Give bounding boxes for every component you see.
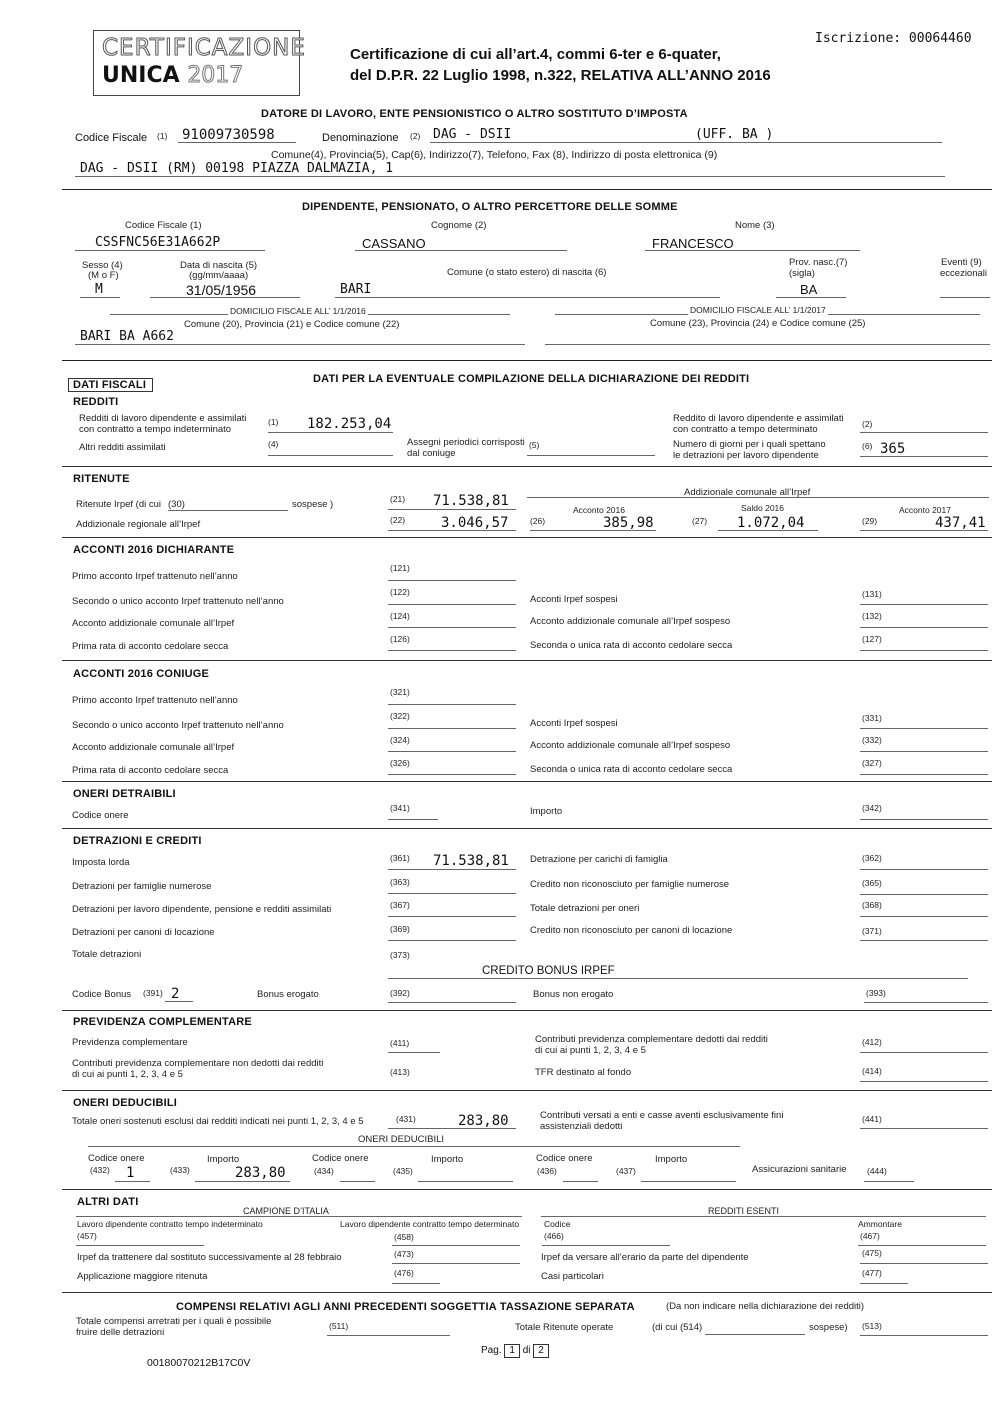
r4-num: (4): [268, 439, 279, 449]
r5-label1: Assegni periodici corrisposti: [407, 437, 525, 448]
dip-nascita-label2: (gg/mm/aaaa): [189, 270, 249, 281]
n121: (121): [390, 563, 410, 573]
compensi-l1b: fruire delle detrazioni: [76, 1327, 165, 1338]
dom2016-value: BARI BA A662: [80, 329, 174, 344]
acc-con-r3: Seconda o unica rata di acconto cedolare secca: [530, 764, 733, 775]
n434: (434): [314, 1166, 334, 1176]
n327: (327): [862, 758, 882, 768]
irpef-tratt-label: Irpef da trattenere dal sostituto successivamente al 28 febbraio: [77, 1252, 342, 1263]
certificazione-unica-logo: [93, 30, 306, 96]
document-title: [350, 44, 771, 86]
n361: (361): [390, 853, 410, 863]
acc-con-l1: Primo acconto Irpef trattenuto nell’anno: [72, 695, 238, 706]
add-com-label: Addizionale comunale all’Irpef: [684, 487, 811, 498]
n27: (27): [692, 516, 708, 526]
tot-rit-label: Totale Ritenute operate: [515, 1322, 614, 1333]
n458: (458): [394, 1232, 414, 1242]
n21: (21): [390, 494, 406, 504]
datore-addr-label: Comune(4), Provincia(5), Cap(6), Indirizzo(7), Telefono, Fax (8), Indirizzo di posta elettronica (9): [271, 149, 718, 161]
r1-label1: Redditi di lavoro dipendente e assimilati: [79, 413, 247, 424]
compensi-title: COMPENSI RELATIVI AGLI ANNI PRECEDENTI SOGGETTIA TASSAZIONE SEPARATA: [176, 1301, 635, 1313]
dipendente-section-title: DIPENDENTE, PENSIONATO, O ALTRO PERCETTORE DELLE SOMME: [302, 201, 678, 213]
n126: (126): [390, 634, 410, 644]
title-line2: del D.P.R. 22 Luglio 1998, n.322, RELATIVA ALL’ANNO 2016: [350, 67, 771, 84]
n324: (324): [390, 735, 410, 745]
acc-con-l4: Prima rata di acconto cedolare secca: [72, 765, 229, 776]
acc2016-label: Acconto 2016: [573, 505, 625, 515]
oneri-ded-title: ONERI DEDUCIBILI: [73, 1097, 178, 1109]
datore-cf-value: 91009730598: [182, 127, 275, 143]
acc-dich-r2: Acconto addizionale comunale all’Irpef sospeso: [530, 616, 731, 627]
n414: (414): [862, 1066, 882, 1076]
codice-bonus-label: Codice Bonus: [72, 989, 132, 1000]
ammontare-label: Ammontare: [858, 1219, 902, 1229]
acc-dich-l1: Primo acconto Irpef trattenuto nell’anno: [72, 571, 238, 582]
altri-title: ALTRI DATI: [77, 1196, 139, 1208]
r1-value: 182.253,04: [307, 416, 392, 432]
n411: (411): [390, 1038, 410, 1048]
dip-sesso-label1: Sesso (4): [82, 260, 123, 271]
n367: (367): [390, 900, 410, 910]
n457: (457): [77, 1231, 97, 1241]
n326: (326): [390, 758, 410, 768]
detrazioni-title: DETRAZIONI E CREDITI: [73, 835, 202, 847]
n122: (122): [390, 587, 410, 597]
dom2017-label: DOMICILIO FISCALE ALL’ 1/1/2017: [690, 305, 826, 315]
oneri-ded-r1b: assistenziali dedotti: [540, 1121, 623, 1132]
r2-label1: Reddito di lavoro dipendente e assimilati: [673, 413, 844, 424]
importo-label: Importo: [530, 806, 563, 817]
n373: (373): [390, 950, 410, 960]
dom2016-label: DOMICILIO FISCALE ALL’ 1/1/2016: [230, 306, 366, 316]
dip-nome-label: Nome (3): [735, 220, 775, 231]
detr-fam-num-label: Detrazioni per famiglie numerose: [72, 881, 212, 892]
oneri-ded-l1: Totale oneri sostenuti esclusi dai redditi indicati nei punti 1, 2, 3, 4 e 5: [72, 1116, 364, 1127]
logo-line2-bold: UNICA: [102, 63, 180, 88]
credito-canoni-label: Credito non riconosciuto per canoni di locazione: [530, 925, 733, 936]
dip-nascita-label1: Data di nascita (5): [180, 260, 258, 271]
datore-den-label: Denominazione: [322, 132, 399, 144]
prev-r1a: Contributi previdenza complementare dedotti dai redditi: [535, 1034, 768, 1045]
n332: (332): [862, 735, 882, 745]
dip-sesso-value: M: [95, 282, 103, 297]
dom2016-sub: Comune (20), Provincia (21) e Codice comune (22): [184, 319, 400, 330]
prev-r1b: di cui ai punti 1, 2, 3, 4 e 5: [535, 1045, 646, 1056]
n473: (473): [394, 1249, 414, 1259]
n132: (132): [862, 611, 882, 621]
lav-indet-label: Lavoro dipendente contratto tempo indeterminato: [77, 1219, 263, 1229]
ritenute-irpef-label-b: (30): [168, 499, 185, 510]
dip-eventi-label1: Eventi (9): [941, 257, 982, 268]
oneri-detr-title: ONERI DETRAIBILI: [73, 788, 176, 800]
ritenute-irpef-label-a: Ritenute Irpef (di cui: [76, 499, 162, 510]
v433: 283,80: [235, 1165, 286, 1181]
prev-l1: Previdenza complementare: [72, 1037, 188, 1048]
v391: 2: [171, 986, 180, 1002]
previdenza-title: PREVIDENZA COMPLEMENTARE: [73, 1016, 252, 1028]
totale-detr-label: Totale detrazioni: [72, 949, 142, 960]
codice-onere-1: Codice onere: [88, 1153, 145, 1164]
datore-den-value2: (UFF. BA ): [695, 127, 774, 142]
fiscali-title: DATI PER LA EVENTUALE COMPILAZIONE DELLA DICHIARAZIONE DEI REDDITI: [313, 373, 750, 385]
r6-value: 365: [880, 441, 906, 457]
r6-label2: le detrazioni per lavoro dipendente: [673, 450, 819, 461]
dip-prov-value: BA: [800, 282, 818, 297]
acc2017-label: Acconto 2017: [899, 505, 951, 515]
acc-dich-l3: Acconto addizionale comunale all’Irpef: [72, 618, 235, 629]
n331: (331): [862, 713, 882, 723]
esenti-label: REDDITI ESENTI: [708, 1206, 780, 1216]
v361: 71.538,81: [433, 853, 509, 869]
n26: (26): [530, 516, 546, 526]
irpef-vers-label: Irpef da versare all’erario da parte del dipendente: [541, 1252, 749, 1263]
codice-onere-3: Codice onere: [536, 1153, 593, 1164]
n436: (436): [537, 1166, 557, 1176]
n29: (29): [862, 516, 878, 526]
r2-label2: con contratto a tempo determinato: [673, 424, 818, 435]
imposta-lorda-label: Imposta lorda: [72, 857, 130, 868]
datore-den-num: (2): [410, 131, 421, 141]
v26: 385,98: [603, 515, 654, 531]
compensi-note: (Da non indicare nella dichiarazione dei redditi): [666, 1301, 865, 1312]
redditi-title: REDDITI: [73, 396, 119, 408]
n467: (467): [860, 1231, 880, 1241]
n441: (441): [862, 1114, 882, 1124]
bonus-non-erogato-label: Bonus non erogato: [533, 989, 614, 1000]
acc-dich-r3: Seconda o unica rata di acconto cedolare secca: [530, 640, 733, 651]
n321: (321): [390, 687, 410, 697]
codice-esenti-label: Codice: [544, 1219, 571, 1229]
dip-comune-nascita-value: BARI: [340, 282, 372, 297]
lav-det-label: Lavoro dipendente contratto tempo determinato: [340, 1219, 520, 1229]
oneri-ded-r1a: Contributi versati a enti e casse aventi esclusivamente fini: [540, 1110, 784, 1121]
add-reg-label: Addizionale regionale all’Irpef: [76, 519, 201, 530]
importo-2: Importo: [431, 1154, 464, 1165]
n371: (371): [862, 926, 882, 936]
dip-nascita-value: 31/05/1956: [186, 282, 257, 298]
n466: (466): [544, 1231, 564, 1241]
n368: (368): [862, 900, 882, 910]
campione-label: CAMPIONE D’ITALIA: [243, 1206, 329, 1216]
r1-label2: con contratto a tempo indeterminato: [79, 424, 232, 435]
importo-1: Importo: [207, 1154, 240, 1165]
dip-cognome-value: CASSANO: [362, 236, 426, 251]
importo-3: Importo: [655, 1154, 688, 1165]
n362: (362): [862, 853, 882, 863]
n342: (342): [862, 803, 882, 813]
sospese-label: sospese): [809, 1322, 848, 1333]
detr-lav-dip-label: Detrazioni per lavoro dipendente, pensione e redditi assimilati: [72, 904, 332, 915]
n431: (431): [396, 1114, 416, 1124]
bonus-erogato-label: Bonus erogato: [257, 989, 319, 1000]
assic-label: Assicurazioni sanitarie: [752, 1164, 847, 1175]
bonus-title: CREDITO BONUS IRPEF: [482, 965, 615, 977]
dom2017-sub: Comune (23), Provincia (24) e Codice comune (25): [650, 318, 866, 329]
ritenute-title: RITENUTE: [73, 473, 130, 485]
n22: (22): [390, 515, 406, 525]
n437: (437): [616, 1166, 636, 1176]
page-indicator: [481, 1344, 549, 1358]
acc-con-l2: Secondo o unico acconto Irpef trattenuto nell’anno: [72, 720, 284, 731]
dicui-label: (di cui (514): [652, 1322, 703, 1333]
n444: (444): [867, 1166, 887, 1176]
dip-cognome-label: Cognome (2): [431, 220, 487, 231]
dati-fiscali-tag: DATI FISCALI: [68, 378, 153, 392]
v431: 283,80: [458, 1113, 509, 1129]
n392: (392): [390, 988, 410, 998]
r2-num: (2): [862, 419, 873, 429]
dip-prov-label2: (sigla): [789, 268, 815, 279]
datore-addr-value: DAG - DSII (RM) 00198 PIAZZA DALMAZIA, 1: [80, 161, 394, 176]
v29: 437,41: [935, 515, 986, 531]
dip-cf-value: CSSFNC56E31A662P: [95, 235, 221, 250]
prev-r2: TFR destinato al fondo: [535, 1067, 632, 1078]
magg-rit-label: Applicazione maggiore ritenuta: [77, 1271, 208, 1282]
n365: (365): [862, 878, 882, 888]
n476: (476): [394, 1268, 414, 1278]
acc-con-l3: Acconto addizionale comunale all’Irpef: [72, 742, 235, 753]
detr-canoni-label: Detrazioni per canoni di locazione: [72, 927, 215, 938]
n127: (127): [862, 634, 882, 644]
iscrizione: Iscrizione: 00064460: [815, 31, 972, 46]
totale-detr-oneri-label: Totale detrazioni per oneri: [530, 903, 640, 914]
oneri-ded-sub: ONERI DEDUCIBILI: [358, 1134, 445, 1145]
compensi-l1a: Totale compensi arretrati per i quali è possibile: [76, 1316, 272, 1327]
n475: (475): [862, 1248, 882, 1258]
codice-onere-label: Codice onere: [72, 810, 129, 821]
r4-label: Altri redditi assimilati: [79, 442, 166, 453]
n432: (432): [90, 1165, 110, 1175]
detr-carichi-label: Detrazione per carichi di famiglia: [530, 854, 668, 865]
di-label: di: [522, 1345, 531, 1356]
r5-num: (5): [529, 440, 540, 450]
logo-line1: CERTIFICAZIONE: [102, 35, 306, 61]
n433: (433): [170, 1165, 190, 1175]
prev-l2a: Contributi previdenza complementare non dedotti dai redditi: [72, 1058, 324, 1069]
n412: (412): [862, 1037, 882, 1047]
title-line1: Certificazione di cui all’art.4, commi 6-ter e 6-quater,: [350, 46, 721, 63]
n391: (391): [143, 988, 163, 998]
credito-fam-label: Credito non riconosciuto per famiglie numerose: [530, 879, 730, 890]
n393: (393): [866, 988, 886, 998]
acc-dich-r1: Acconti Irpef sospesi: [530, 594, 618, 605]
r6-label1: Numero di giorni per i quali spettano: [673, 439, 826, 450]
total-pages: 2: [533, 1344, 549, 1358]
r1-num: (1): [268, 417, 279, 427]
v21: 71.538,81: [433, 493, 509, 509]
n477: (477): [862, 1268, 882, 1278]
acc-con-r2: Acconto addizionale comunale all’Irpef sospeso: [530, 740, 731, 751]
v22: 3.046,57: [441, 515, 509, 531]
saldo2016-label: Saldo 2016: [741, 503, 785, 513]
datore-section-title: DATORE DI LAVORO, ENTE PENSIONISTICO O ALTRO SOSTITUTO D’IMPOSTA: [261, 108, 688, 120]
logo-year: 2017: [187, 63, 244, 88]
dip-sesso-label2: (M o F): [88, 270, 119, 281]
n322: (322): [390, 711, 410, 721]
prev-l2b: di cui ai punti 1, 2, 3, 4 e 5: [72, 1069, 183, 1080]
n124: (124): [390, 611, 410, 621]
n131: (131): [862, 589, 882, 599]
codice-onere-2: Codice onere: [312, 1153, 369, 1164]
v432: 1: [126, 1165, 135, 1181]
acc-dich-title: ACCONTI 2016 DICHIARANTE: [73, 544, 235, 556]
ritenute-irpef-label-c: sospese ): [292, 499, 334, 510]
n435: (435): [393, 1166, 413, 1176]
dip-nome-value: FRANCESCO: [652, 236, 734, 251]
casi-part-label: Casi particolari: [541, 1271, 604, 1282]
r5-label2: dal coniuge: [407, 448, 456, 459]
acc-dich-l4: Prima rata di acconto cedolare secca: [72, 641, 229, 652]
n369: (369): [390, 924, 410, 934]
logo-line2: [102, 63, 243, 88]
datore-cf-num: (1): [157, 131, 168, 141]
acc-con-r1: Acconti Irpef sospesi: [530, 718, 618, 729]
dip-comune-nascita-label: Comune (o stato estero) di nascita (6): [447, 267, 607, 278]
acc-con-title: ACCONTI 2016 CONIUGE: [73, 668, 210, 680]
datore-den-value: DAG - DSII: [433, 127, 512, 142]
n413: (413): [390, 1067, 410, 1077]
r6-num: (6): [862, 441, 873, 451]
dip-eventi-label2: eccezionali: [940, 268, 987, 279]
dip-cf-label: Codice Fiscale (1): [125, 220, 202, 231]
dip-prov-label1: Prov. nasc.(7): [789, 257, 848, 268]
n341: (341): [390, 803, 410, 813]
current-page: 1: [504, 1344, 520, 1358]
pag-label: Pag.: [481, 1345, 502, 1356]
n511: (511): [329, 1321, 349, 1331]
n363: (363): [390, 877, 410, 887]
n513: (513): [862, 1321, 882, 1331]
datore-cf-label: Codice Fiscale: [75, 132, 148, 144]
document-code: 00180070212B17C0V: [147, 1357, 251, 1369]
acc-dich-l2: Secondo o unico acconto Irpef trattenuto nell’anno: [72, 596, 284, 607]
v27: 1.072,04: [737, 515, 805, 531]
